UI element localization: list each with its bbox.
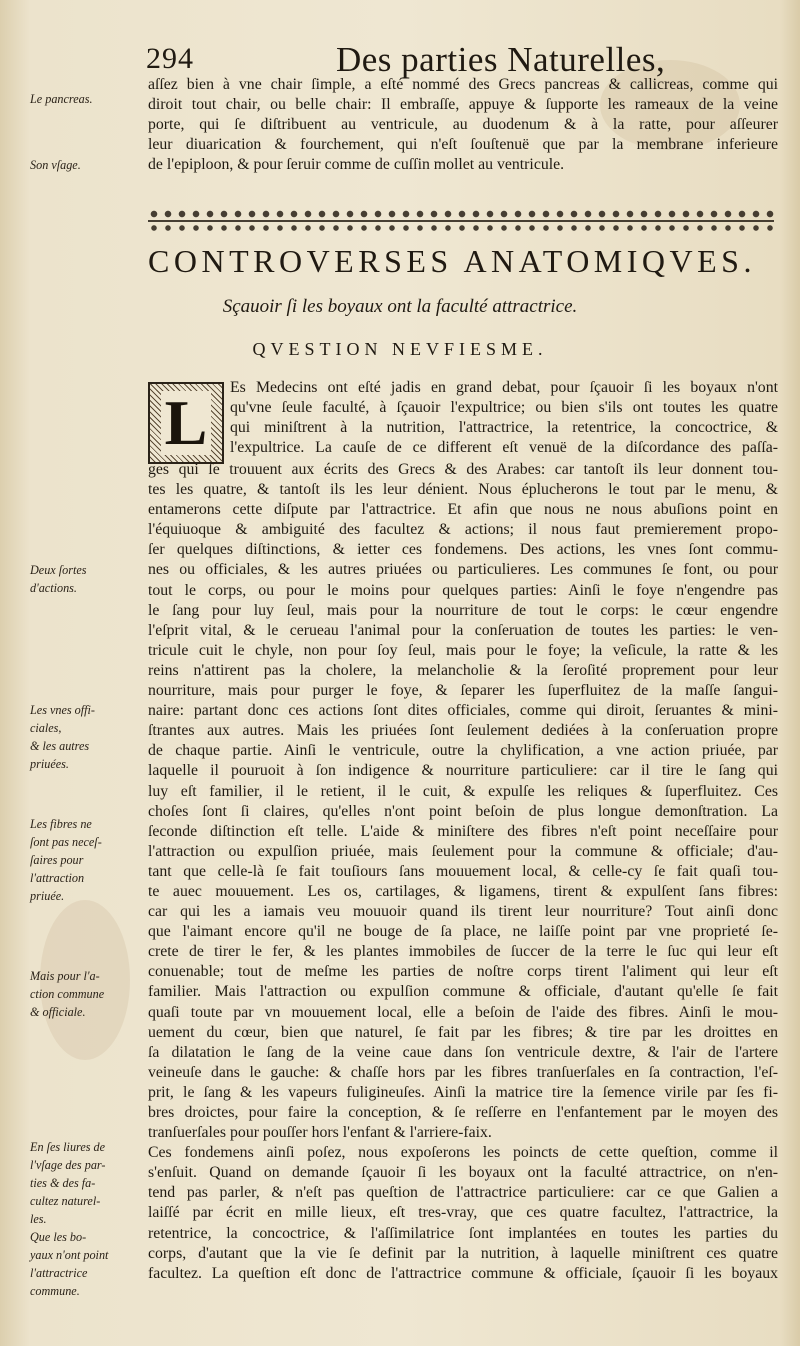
margin-note: Les fibres ne ſont pas neceſ- ſaires pour l'attraction priuée.: [30, 817, 102, 903]
margin-note: Les vnes offi- ciales, & les autres priuées.: [30, 703, 95, 771]
question-heading: QVESTION NEVFIESME.: [252, 339, 548, 359]
body-paragraph-top: aſſez bien à vne chair ſimple, a eſté nommé des Grecs pancreas & callicreas, comme qui diroit tout chair, ou belle chair: Il embraſſe, appuye & ſupporte les rameaux de la veine porte, qui ſe diſtribuent au ventricule, au duodenum & à la ratte, pour aſſeurer leur diuarication & fourchement, qui n'eſt ſouſtenuë que par la membrane inferieure de l'epiploon, & pour ſeruir comme de cuſſin mollet au ventricule.: [148, 76, 778, 174]
margin-note: Son vſage.: [30, 158, 81, 172]
margin-note: Deux ſortes d'actions.: [30, 563, 87, 595]
running-title: Des parties Naturelles,: [336, 40, 666, 79]
page-number: 294: [146, 42, 194, 75]
section-title: CONTROVERSES ANATOMIQVES.: [148, 243, 756, 279]
margin-note: Mais pour l'a- ction commune & officiale.: [30, 969, 105, 1019]
margin-note: En ſes liures de l'vſage des par- ties & des fa- cultez naturel- les.: [30, 1140, 106, 1226]
drop-cap: L: [148, 382, 224, 464]
body-paragraph-intro: Es Medecins ont eſté jadis en grand debat, pour ſçauoir ſi les boyaux n'ont qu'vne ſeule faculté, à ſçauoir l'expultrice; ou bien s'ils ont toutes les quatre qui miniſtrent à la nutrition, l'attractrice, la retentrice, la concoctrice, & l'expultrice. La cauſe de ce different eſt venuë de la diſcordance des paſſa-: [230, 379, 778, 457]
margin-note: Que les bo- yaux n'ont point l'attractrice commune.: [30, 1230, 109, 1298]
margin-note: Le pancreas.: [30, 92, 93, 106]
section-subtitle: Sçauoir ſi les boyaux ont la faculté attractrice.: [222, 296, 578, 317]
body-paragraph-main: ges qui ſe trouuent aux écrits des Grecs & des Arabes: car tantoſt ils leur donnent tou- tes les quatre, & tantoſt ils les leur dénient. Nous éplucherons le tout par le menu, & entamerons cette diſpute par l'attractrice. Et afin que nous ne nous abuſions point en l'équiuoque & ambiguité des facultez & actions; il nous faut premierement propo- ſer quelques diſtinctions, & ietter ces fondemens. Des actions, les vnes ſont commu- nes ou officiales, & les autres priuées ou particulieres. Les communes ſe font, ou pour tout le corps, ou pour le moins pour quelques parties: Ainſi le foye n'engendre pas le ſang pour luy ſeul, mais pour la nourriture de tout le corps: le cœur engendre l'eſprit vital, & le cerueau l'animal pour la conſeruation de toutes les parties: le ven- tricule cuit le chyle, non pour ſoy ſeul, mais pour le foye; la veſicule, la ratte & les reins n'attirent pas la cholere, la melancholie & la ſeroſité proprement pour leur nourriture, mais pour purger le foye, & ſeparer les ſuperfluitez de la maſſe ſangui- naire: partant donc ces actions ſont dites officiales, comme qui diroit, ſeruantes & mini- ſtrantes aux autres. Mais les priuées ſont ſeulement dediées à la conſeruation propre de chaque partie. Ainſi le ventricule, outre la chylification, a vne action priuée, par laquelle il pouruoit à ſon indigence & nourriture particuliere: car il tire le ſang qui luy eſt familier, il le retient, il le cuit, & expulſe les reliques & ſuperfluitez. Ces choſes ſont ſi claires, qu'elles n'ont point beſoin de plus longue demonſtration. La ſeconde diſtinction eſt telle. L'aide & miniſtere des fibres n'eſt point neceſſaire pour l'attraction ou expulſion priuée, mais ſeulement pour la commune & officiale; d'au- tant que celle-là ſe fait touſiours ſans mouuement local, & celle-cy ſe fait quaſi tou- te auec mouuement. Les os, cartilages, & ligamens, tirent & expulſent ſans fibres: car qui les a iamais veu mouuoir quand ils tirent leur nourriture? Tout ainſi donc que l'aimant encore qu'il ne bouge de ſa place, ne laiſſe point par vne proprieté ſe- crete de tirer le fer, & les plantes immobiles de ſuccer de la terre le ſuc qui leur eſt conuenable; tout de meſme les parties de noſtre corps tirent l'aliment qui leur eſt familier. Mais l'attraction ou expulſion commune & officiale, d'autant qu'elle ſe fait quaſi toute par vn mouuement local, elle a beſoin de l'aide des fibres. Ainſi le mou- uement du cœur, bien que naturel, ſe fait par les fibres; & tire par les droittes en ſa dilatation le ſang de la veine caue dans ſon ventricule dextre, & l'air de l'artere veineuſe dans le gauche: & chaſſe hors par les fibres tranſuerſales en ſa contraction, l'eſ- prit, le ſang & les vapeurs fuligineuſes. Ainſi la matrice tire la ſemence virile par ſes fi- bres droictes, pour faire la conception, & ſe reſſerre en l'enfantement par le moyen des tranſuerſales pour pouſſer hors l'enfant & l'arriere-faix. Ces fondemens ainſi poſez, nous expoſerons les poincts de cette queſtion, comme il s'enſuit. Quand on demande ſçauoir ſi les boyaux ont la faculté attractrice, on n'en- tend pas parler, & n'eſt pas queſtion de l'attractrice particuliere: car ce que Galien a laiſſé par écrit en mille lieux, eſt tres-vray, que ces quatre facultez, l'attractrice, la retentrice, la concoctrice, & l'aſſimilatrice ſont implantées en toutes les parties du corps, d'autant que la vie ſe definit par la nutrition, à laquelle miniſtrent ces quatre facultez. La queſtion eſt donc de l'attractrice commune & officiale, ſçauoir ſi les boyaux: [148, 461, 778, 1282]
ornament-band: [148, 206, 774, 236]
